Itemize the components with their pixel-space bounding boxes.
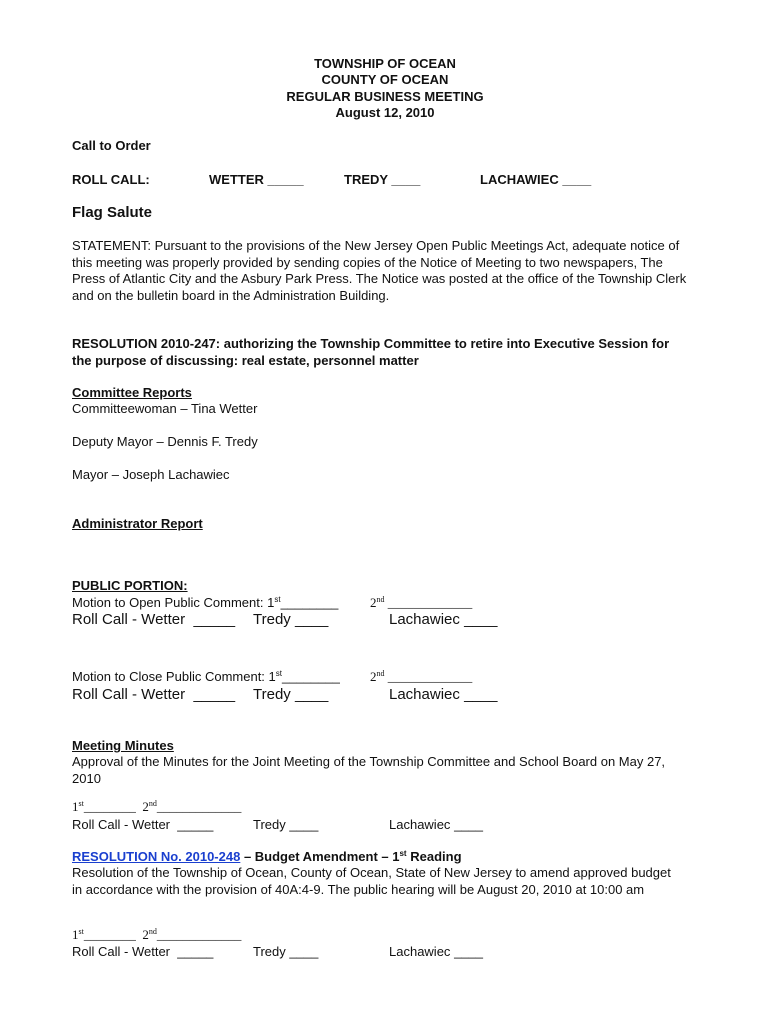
minutes-motion-blanks: 1st________ 2nd_____________ (72, 799, 242, 814)
header-date: August 12, 2010 (335, 105, 435, 120)
minutes-roll-call-wetter: Roll Call - Wetter _____ (72, 817, 214, 832)
header-meeting-type: REGULAR BUSINESS MEETING (286, 89, 484, 104)
flag-salute: Flag Salute (72, 204, 153, 221)
open-comment-motion: Motion to Open Public Comment: 1st________ (72, 595, 339, 610)
close-roll-call-wetter: Roll Call - Wetter _____ (72, 686, 236, 703)
open-comment-label: Motion to Open Public Comment: 1 (72, 595, 275, 610)
close-roll-call-tredy: Tredy ____ (253, 686, 329, 703)
open-comment-second: 2nd _____________ (370, 595, 473, 610)
open-comment-first-blank: ________ (280, 595, 339, 610)
close-comment-first-blank: ________ (282, 669, 340, 684)
committee-report-wetter: Committeewoman – Tina Wetter (72, 401, 258, 416)
open-comment-second-blank: _____________ (387, 595, 473, 610)
minutes-roll-call-tredy: Tredy ____ (253, 817, 319, 832)
administrator-report: Administrator Report (72, 516, 203, 531)
minutes-roll-call-lachawiec: Lachawiec ____ (389, 817, 483, 832)
open-roll-call-lachawiec: Lachawiec ____ (389, 611, 498, 628)
committee-report-lachawiec: Mayor – Joseph Lachawiec (72, 467, 230, 482)
resolution-248-heading: RESOLUTION No. 2010-248 – Budget Amendment – 1st Reading (72, 849, 462, 864)
call-to-order: Call to Order (72, 138, 151, 153)
close-comment-second: 2nd _____________ (370, 669, 473, 684)
roll-call-lachawiec: LACHAWIEC ____ (480, 172, 592, 187)
resolution-248-motion-blanks: 1st________ 2nd_____________ (72, 927, 242, 942)
resolution-248-text: Resolution of the Township of Ocean, County of Ocean, State of New Jersey to amend approved budget in accordance with the provision of 40A:4-9. The public hearing will be August 20, 2010 at 10:00 am (72, 865, 671, 897)
open-roll-call-wetter: Roll Call - Wetter _____ (72, 611, 236, 628)
meeting-minutes-text: Approval of the Minutes for the Joint Meeting of the Township Committee and School Board on May 27, 2010 (72, 754, 666, 786)
close-comment-label: Motion to Close Public Comment: 1 (72, 669, 276, 684)
header-township: TOWNSHIP OF OCEAN (314, 56, 456, 71)
close-comment-second-blank: _____________ (387, 669, 473, 684)
resolution-248-link[interactable]: RESOLUTION No. 2010-248 (72, 849, 241, 864)
resolution-248-roll-call-wetter: Roll Call - Wetter _____ (72, 944, 214, 959)
resolution-248-roll-call-tredy: Tredy ____ (253, 944, 319, 959)
meeting-minutes-title: Meeting Minutes (72, 738, 174, 753)
roll-call-tredy: TREDY ____ (344, 172, 421, 187)
resolution-248-roll-call-lachawiec: Lachawiec ____ (389, 944, 483, 959)
header-county: COUNTY OF OCEAN (321, 72, 449, 87)
open-roll-call-tredy: Tredy ____ (253, 611, 329, 628)
resolution-247: RESOLUTION 2010-247: authorizing the Township Committee to retire into Executive Session for the purpose of discussing: real estate, personnel matter (72, 336, 670, 368)
roll-call-wetter: WETTER _____ (209, 172, 304, 187)
statement-paragraph: STATEMENT: Pursuant to the provisions of the New Jersey Open Public Meetings Act, adequate notice of this meeting was properly provided by sending copies of the Notice of Meeting to two newspapers, The Press of Atlantic City and the Asbury Park Press. The Notice was posted at the office of the Township Clerk and on the bulletin board in the Administration Building. (72, 238, 687, 303)
committee-report-tredy: Deputy Mayor – Dennis F. Tredy (72, 434, 258, 449)
roll-call-label: ROLL CALL: (72, 172, 150, 187)
public-portion-title: PUBLIC PORTION: (72, 578, 188, 593)
close-roll-call-lachawiec: Lachawiec ____ (389, 686, 498, 703)
committee-reports-title: Committee Reports (72, 385, 192, 400)
close-comment-motion: Motion to Close Public Comment: 1st________ (72, 669, 340, 684)
